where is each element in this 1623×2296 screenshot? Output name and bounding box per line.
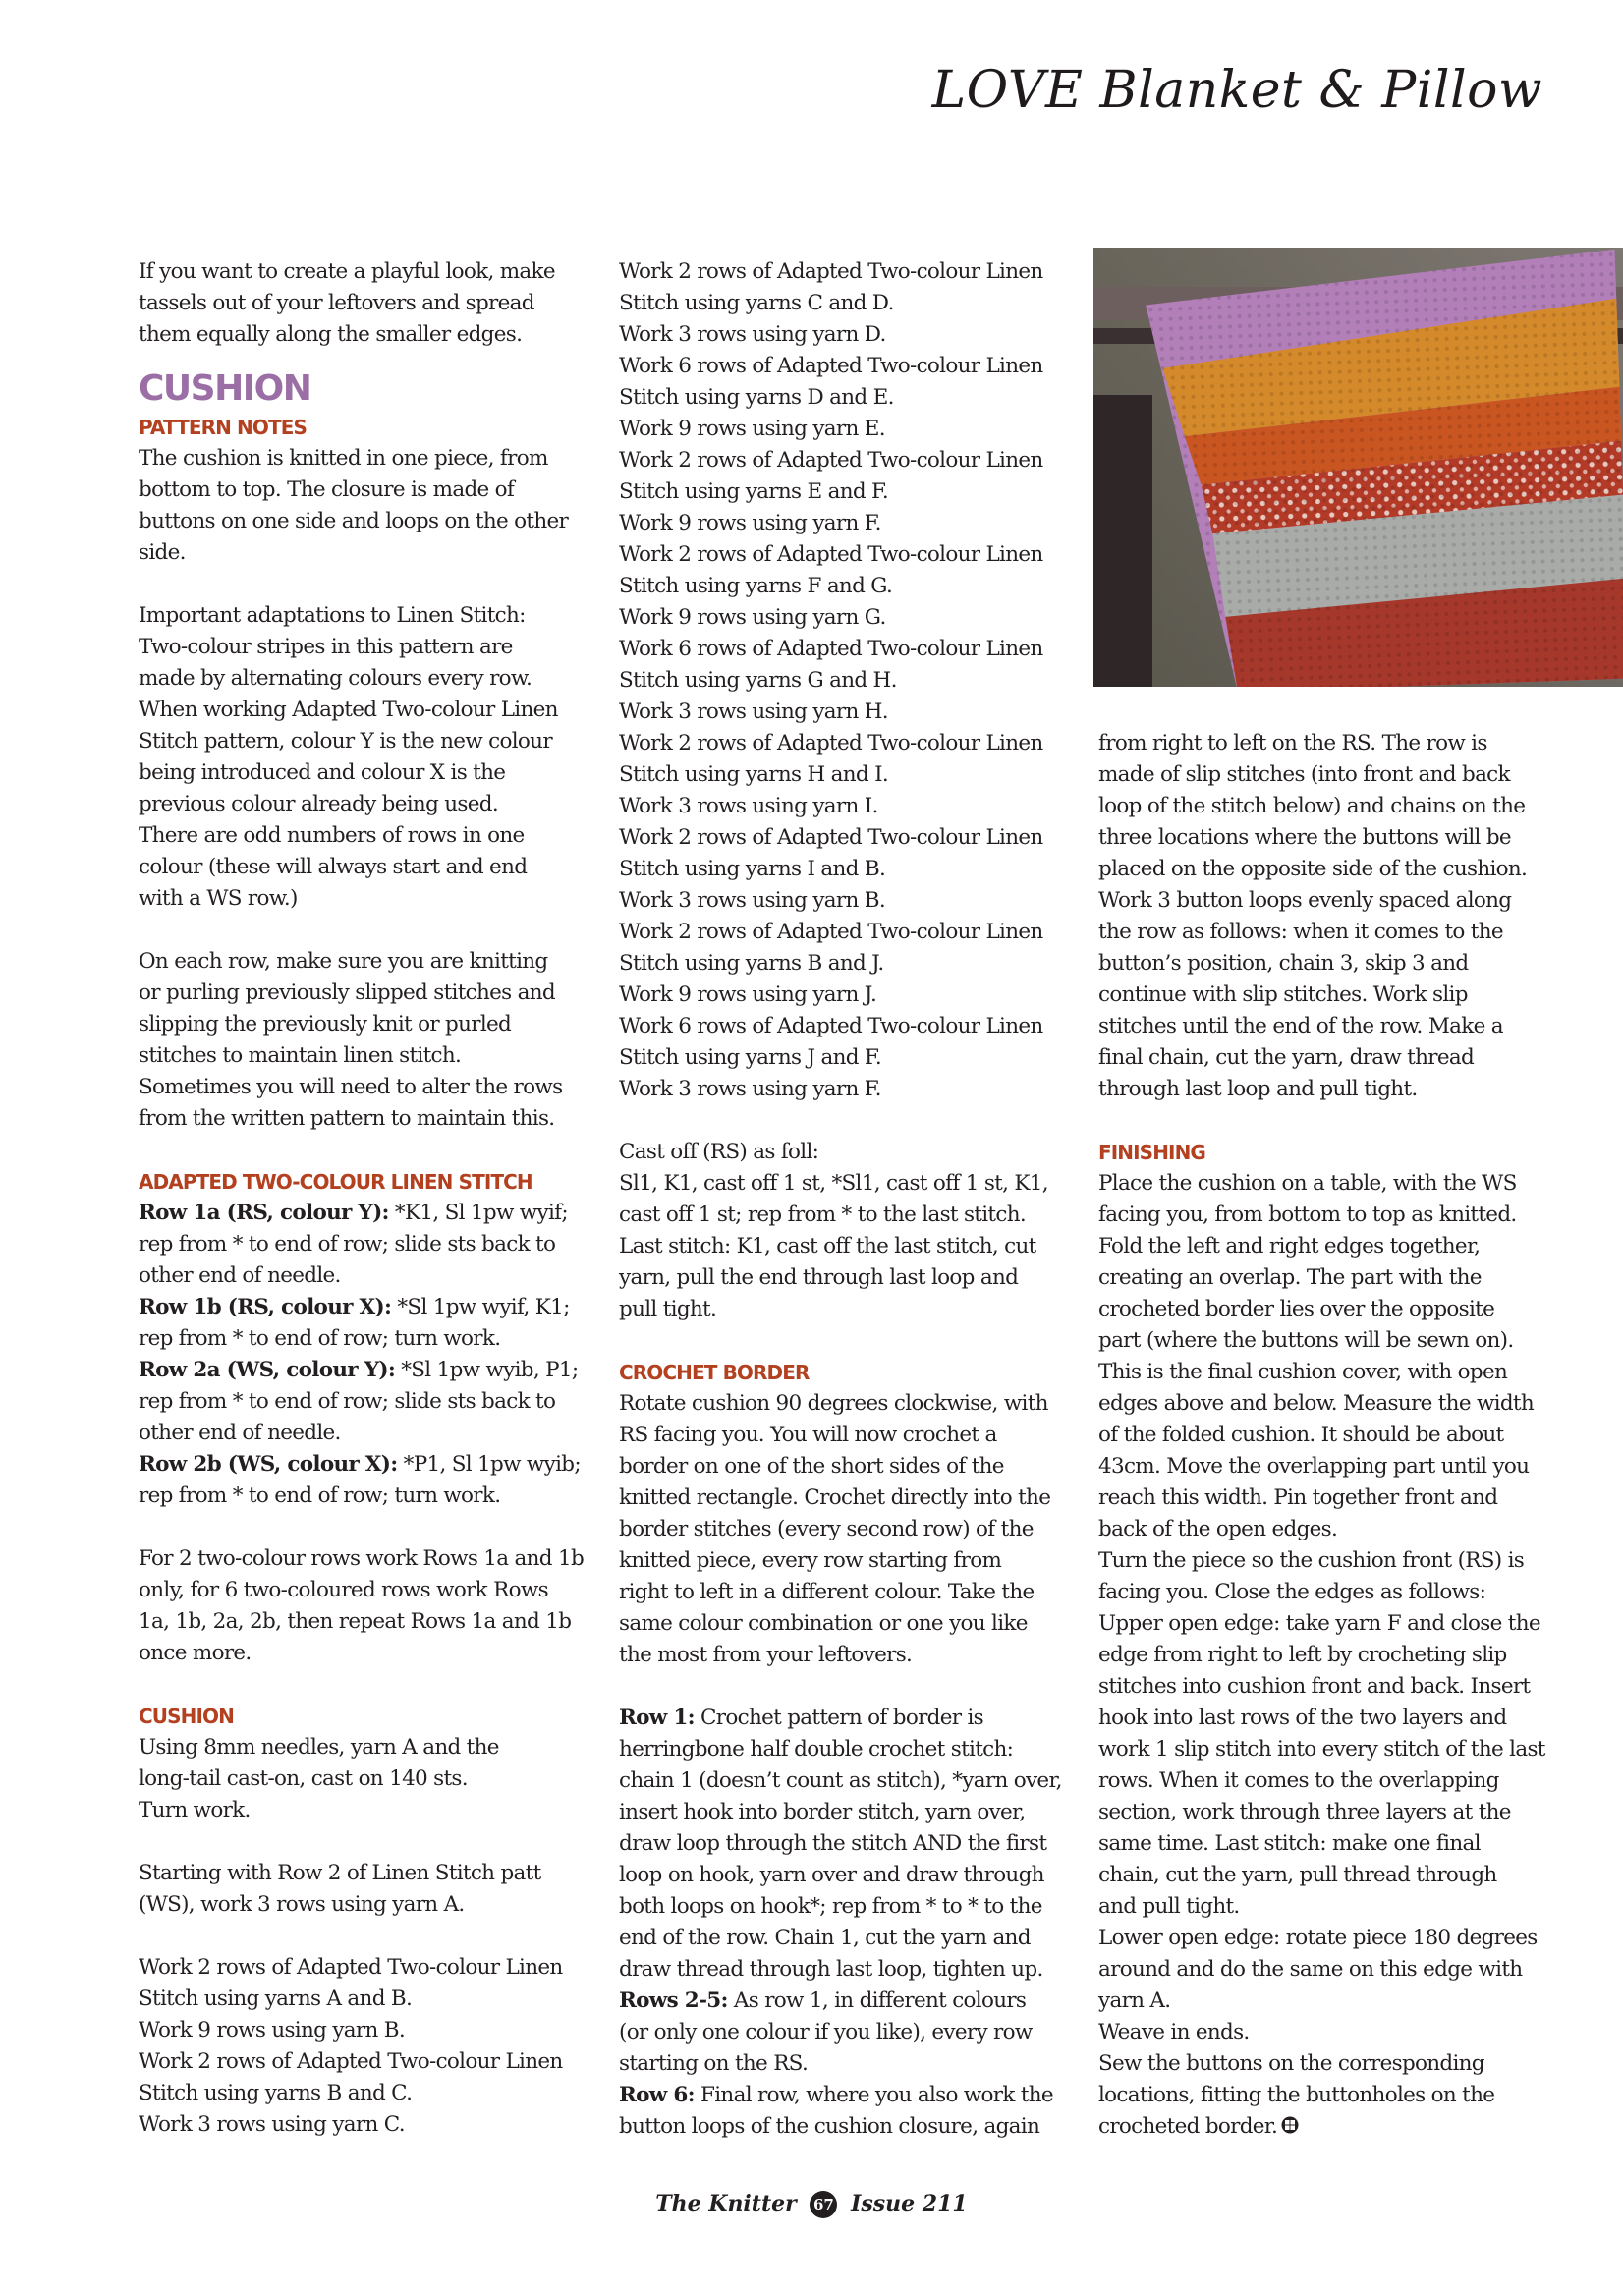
text-line — [619, 1828, 1081, 1860]
text-line: three locations where the buttons will be — [1098, 825, 1511, 850]
text-line: Stitch using yarns D and E. — [619, 385, 894, 410]
column-3 — [1098, 728, 1560, 2143]
text-line: Last stitch: K1, cast off the last stitch, cut — [619, 1234, 1036, 1259]
text-line: Work 3 button loops evenly spaced along — [1098, 888, 1512, 913]
text-line: made of slip stitches (into front and back — [1098, 762, 1510, 787]
page-header-title: LOVE Blanket & Pillow — [931, 61, 1542, 120]
text-line: side. — [139, 540, 186, 565]
finishing-text — [1098, 1168, 1560, 2111]
text-line: Work 3 rows using yarn D. — [619, 322, 886, 347]
row-6-continued-text — [1098, 728, 1560, 1105]
text-line: the row as follows: when it comes to the — [1098, 920, 1503, 944]
row-text: end of the row. Chain 1, cut the yarn and — [619, 1926, 1031, 1950]
text-line: Work 2 rows of Adapted Two-colour Linen — [619, 448, 1043, 473]
text-line: Work 2 rows of Adapted Two-colour Linen — [139, 1955, 563, 1980]
text-line: Lower open edge: rotate piece 180 degrees — [1098, 1926, 1538, 1950]
text-line: Work 3 rows using yarn C. — [139, 2112, 405, 2137]
row-text: draw loop through the stitch AND the first — [619, 1831, 1047, 1856]
text-line: section, work through three layers at the — [1098, 1800, 1511, 1824]
text-line: with a WS row.) — [139, 886, 298, 911]
work-lines-2 — [619, 256, 1081, 1105]
finishing-last-line: crocheted border. — [1098, 2111, 1560, 2143]
row-label: Row 1a (RS, colour Y): — [139, 1201, 389, 1225]
text-line: right to left in a different colour. Take the — [619, 1580, 1035, 1604]
row-text: herringbone half double crochet stitch: — [619, 1737, 1014, 1762]
text-line: When working Adapted Two-colour Linen — [139, 698, 558, 722]
row-text: Final row, where you also work the — [694, 2083, 1053, 2107]
text-line: Work 3 rows using yarn H. — [619, 700, 888, 724]
text-line — [139, 1323, 600, 1355]
text-line: border on one of the short sides of the — [619, 1454, 1004, 1479]
text-line — [619, 1923, 1081, 1954]
row-1b — [139, 1292, 600, 1355]
pattern-notes-heading: PATTERN NOTES — [139, 416, 308, 439]
text-line — [619, 1891, 1081, 1923]
text-line: Stitch using yarns I and B. — [619, 857, 886, 881]
text-line: Work 9 rows using yarn G. — [619, 605, 886, 630]
row-text: *Sl 1pw wyib, P1; — [395, 1358, 579, 1382]
row-text: button loops of the cushion closure, again — [619, 2114, 1040, 2139]
text-line: (WS), work 3 rows using yarn A. — [139, 1892, 465, 1917]
crochet-border-text — [619, 1388, 1081, 1671]
text-line: back of the open edges. — [1098, 1517, 1338, 1541]
text-line: Work 9 rows using yarn E. — [619, 417, 885, 441]
row-text: starting on the RS. — [619, 2051, 809, 2076]
text-line: RS facing you. You will now crochet a — [619, 1423, 997, 1447]
text-line — [619, 2080, 1081, 2111]
text-line: Work 3 rows using yarn I. — [619, 794, 878, 818]
text-line: yarn, pull the end through last loop and — [619, 1265, 1019, 1290]
text-line: yarn A. — [1098, 1988, 1171, 2013]
row-text: insert hook into border stitch, yarn over, — [619, 1800, 1026, 1824]
text-line: Stitch using yarns G and H. — [619, 668, 897, 693]
cushion-photo-image — [1093, 248, 1623, 687]
text-line: pull tight. — [619, 1297, 717, 1321]
text-line: Work 6 rows of Adapted Two-colour Linen — [619, 354, 1043, 378]
text-line: Stitch using yarns J and F. — [619, 1045, 881, 1070]
text-line: Work 2 rows of Adapted Two-colour Linen — [619, 259, 1043, 284]
text-line: For 2 two-colour rows work Rows 1a and 1b — [139, 1546, 585, 1571]
cast-off-text — [619, 1137, 1081, 1325]
text-line: Upper open edge: take yarn F and close the — [1098, 1611, 1540, 1636]
two-colour-rows-text — [139, 1543, 600, 1669]
text-line: buttons on one side and loops on the other — [139, 509, 569, 533]
text-line: Work 9 rows using yarn B. — [139, 2018, 405, 2043]
text-line — [139, 1481, 600, 1512]
text-line: Stitch using yarns H and I. — [619, 762, 889, 787]
text-line: Work 3 rows using yarn B. — [619, 888, 885, 913]
text-line — [139, 1260, 600, 1292]
crochet-row-1 — [619, 1703, 1081, 1986]
text-line — [619, 1860, 1081, 1891]
text-line: reach this width. Pin together front and — [1098, 1485, 1498, 1510]
cushion-photo — [1093, 248, 1623, 687]
text-line: hook into last rows of the two layers and — [1098, 1706, 1507, 1730]
text-line — [139, 1198, 600, 1229]
text-line: around and do the same on this edge with — [1098, 1957, 1523, 1982]
text-line: work 1 slip stitch into every stitch of the last — [1098, 1737, 1545, 1762]
text-line: Two-colour stripes in this pattern are — [139, 635, 513, 659]
text-line: There are odd numbers of rows in one — [139, 823, 525, 848]
text-line — [619, 1797, 1081, 1828]
text-line: loop of the stitch below) and chains on the — [1098, 794, 1526, 818]
text-line — [619, 1703, 1081, 1734]
text-line: part (where the buttons will be sewn on). — [1098, 1328, 1514, 1353]
text-line: Stitch using yarns B and C. — [139, 2081, 413, 2105]
text-line: the most from your leftovers. — [619, 1643, 913, 1667]
text-line: Work 2 rows of Adapted Two-colour Linen — [139, 2049, 563, 2074]
pattern-notes-text — [139, 443, 600, 569]
text-line: facing you. Close the edges as follows: — [1098, 1580, 1486, 1604]
finishing-heading: FINISHING — [1098, 1141, 1205, 1164]
crochet-rows-2-5 — [619, 1986, 1081, 2080]
row-1a — [139, 1198, 600, 1292]
row-2b — [139, 1449, 600, 1512]
text-line: Stitch using yarns E and F. — [619, 479, 889, 504]
row-label: Rows 2-5: — [619, 1988, 728, 2013]
text-line: 43cm. Move the overlapping part until you — [1098, 1454, 1530, 1479]
text-line: Stitch using yarns F and G. — [619, 574, 893, 598]
text-line: being introduced and colour X is the — [139, 760, 506, 785]
intro-text — [139, 256, 600, 351]
text-line: Rotate cushion 90 degrees clockwise, with — [619, 1391, 1048, 1416]
magazine-name: The Knitter — [655, 2191, 797, 2216]
text-line: knitted piece, every row starting from — [619, 1548, 1002, 1573]
cushion-heading: CUSHION — [139, 368, 311, 409]
row-text: other end of needle. — [139, 1421, 341, 1445]
text-line: button’s position, chain 3, skip 3 and — [1098, 951, 1469, 976]
row-text: loop on hook, yarn over and draw through — [619, 1863, 1044, 1887]
text-line: Work 3 rows using yarn F. — [619, 1077, 881, 1101]
text-line: Work 2 rows of Adapted Two-colour Linen — [619, 542, 1043, 567]
text-line: locations, fitting the buttonholes on the — [1098, 2083, 1495, 2107]
text-line: On each row, make sure you are knitting — [139, 949, 548, 974]
text-line: from right to left on the RS. The row is — [1098, 731, 1487, 756]
text-line: creating an overlap. The part with the — [1098, 1265, 1482, 1290]
adaptations-text — [139, 600, 600, 915]
cast-on-text — [139, 1732, 600, 1826]
text-line: The cushion is knitted in one piece, from — [139, 446, 548, 471]
text-line: through last loop and pull tight. — [1098, 1077, 1418, 1101]
text-line — [139, 1418, 600, 1449]
text-line: stitches to maintain linen stitch. — [139, 1043, 462, 1068]
row-text: Crochet pattern of border is — [694, 1706, 983, 1730]
text-line: Work 6 rows of Adapted Two-colour Linen — [619, 637, 1043, 661]
text-line: tassels out of your leftovers and spread — [139, 291, 534, 315]
text-line: Work 2 rows of Adapted Two-colour Linen — [619, 920, 1043, 944]
text-line: of the folded cushion. It should be about — [1098, 1423, 1504, 1447]
text-line: Using 8mm needles, yarn A and the — [139, 1735, 499, 1760]
text-line: border stitches (every second row) of the — [619, 1517, 1034, 1541]
linen-stitch-heading: ADAPTED TWO-COLOUR LINEN STITCH — [139, 1170, 532, 1194]
row-text: rep from * to end of row; slide sts back to — [139, 1389, 556, 1414]
text-line: 1a, 1b, 2a, 2b, then repeat Rows 1a and 1b — [139, 1609, 572, 1634]
text-line: Work 9 rows using yarn F. — [619, 511, 881, 535]
text-line: them equally along the smaller edges. — [139, 322, 523, 347]
end-mark-icon — [1281, 2116, 1299, 2134]
text-line — [619, 1954, 1081, 1986]
text-line: Starting with Row 2 of Linen Stitch patt — [139, 1861, 541, 1885]
text-line: If you want to create a playful look, make — [139, 259, 555, 284]
row-text: *P1, Sl 1pw wyib; — [397, 1452, 581, 1477]
text-line: Cast off (RS) as foll: — [619, 1140, 819, 1164]
text-line: or purling previously slipped stitches and — [139, 980, 555, 1005]
text-line: This is the final cushion cover, with open — [1098, 1360, 1508, 1384]
text-line: slipping the previously knit or purled — [139, 1012, 512, 1036]
text-line: Sometimes you will need to alter the rows — [139, 1075, 563, 1099]
text-line: chain, cut the yarn, pull thread through — [1098, 1863, 1497, 1887]
text-line — [619, 1765, 1081, 1797]
work-lines-1 — [139, 1952, 600, 2141]
row-text: *Sl 1pw wyif, K1; — [391, 1295, 570, 1319]
text-line: cast off 1 st; rep from * to the last stitch. — [619, 1203, 1026, 1227]
text-line: stitches until the end of the row. Make a — [1098, 1014, 1503, 1038]
crochet-border-heading: CROCHET BORDER — [619, 1361, 810, 1384]
row-text: other end of needle. — [139, 1263, 341, 1288]
row-label: Row 2a (WS, colour Y): — [139, 1358, 396, 1382]
text-line: rows. When it comes to the overlapping — [1098, 1768, 1499, 1793]
text-line: Work 2 rows of Adapted Two-colour Linen — [619, 825, 1043, 850]
text-line: bottom to top. The closure is made of — [139, 477, 515, 502]
crochet-row-6 — [619, 2080, 1081, 2143]
text-line: Stitch using yarns B and J. — [619, 951, 884, 976]
row-label: Row 6: — [619, 2083, 695, 2107]
text-line: Fold the left and right edges together, — [1098, 1234, 1481, 1259]
text-line: previous colour already being used. — [139, 792, 498, 816]
text-line — [139, 1292, 600, 1323]
text-line: Stitch pattern, colour Y is the new colour — [139, 729, 552, 754]
text-line: and pull tight. — [1098, 1894, 1240, 1919]
text-line: knitted rectangle. Crochet directly into the — [619, 1485, 1051, 1510]
text-line — [139, 1229, 600, 1260]
each-row-text — [139, 946, 600, 1135]
text-line: Work 6 rows of Adapted Two-colour Linen — [619, 1014, 1043, 1038]
text-line: Sew the buttons on the corresponding — [1098, 2051, 1484, 2076]
text-line: Important adaptations to Linen Stitch: — [139, 603, 526, 628]
text-line — [619, 2017, 1081, 2048]
text-line: long-tail cast-on, cast on 140 sts. — [139, 1766, 468, 1791]
row-text: chain 1 (doesn’t count as stitch), *yarn over, — [619, 1768, 1062, 1793]
text-line: placed on the opposite side of the cushion. — [1098, 857, 1528, 881]
text-line — [619, 2048, 1081, 2080]
text-line: facing you, from bottom to top as knitted. — [1098, 1203, 1517, 1227]
text-line — [619, 1734, 1081, 1765]
page-footer — [0, 2191, 1623, 2218]
start-row-text — [139, 1858, 600, 1921]
text-line: once more. — [139, 1641, 252, 1665]
column-2 — [619, 256, 1081, 2143]
row-text: *K1, Sl 1pw wyif; — [388, 1201, 568, 1225]
text-line: edge from right to left by crocheting slip — [1098, 1643, 1507, 1667]
row-label: Row 1b (RS, colour X): — [139, 1295, 392, 1319]
row-text: rep from * to end of row; turn work. — [139, 1484, 501, 1508]
row-text: both loops on hook*; rep from * to * to the — [619, 1894, 1042, 1919]
text-line: Work 2 rows of Adapted Two-colour Linen — [619, 731, 1043, 756]
page-number: 67 — [810, 2191, 837, 2218]
text-line: Place the cushion on a table, with the WS — [1098, 1171, 1517, 1196]
row-text: (or only one colour if you like), every row — [619, 2020, 1033, 2044]
row-text: draw thread through last loop, tighten up. — [619, 1957, 1043, 1982]
text-line — [139, 1355, 600, 1386]
text-line: Turn the piece so the cushion front (RS) is — [1098, 1548, 1525, 1573]
text-line: same time. Last stitch: make one final — [1098, 1831, 1481, 1856]
text-line — [619, 1986, 1081, 2017]
text-line: Weave in ends. — [1098, 2020, 1250, 2044]
text-line: final chain, cut the yarn, draw thread — [1098, 1045, 1475, 1070]
text-line — [139, 1449, 600, 1481]
text-line: Turn work. — [139, 1798, 251, 1822]
text-line: same colour combination or one you like — [619, 1611, 1028, 1636]
text-line: Stitch using yarns C and D. — [619, 291, 894, 315]
row-label: Row 2b (WS, colour X): — [139, 1452, 398, 1477]
row-2a — [139, 1355, 600, 1449]
text-line: Stitch using yarns A and B. — [139, 1987, 413, 2011]
text-line: continue with slip stitches. Work slip — [1098, 982, 1468, 1007]
column-1 — [139, 256, 600, 2141]
text-line: Sl1, K1, cast off 1 st, *Sl1, cast off 1 st, K1, — [619, 1171, 1048, 1196]
text-line: made by alternating colours every row. — [139, 666, 532, 691]
text-line — [139, 1386, 600, 1418]
text-line: crocheted border lies over the opposite — [1098, 1297, 1495, 1321]
text-line: stitches into cushion front and back. Insert — [1098, 1674, 1531, 1699]
row-label: Row 1: — [619, 1706, 695, 1730]
row-text: rep from * to end of row; slide sts back to — [139, 1232, 556, 1257]
text-line: edges above and below. Measure the width — [1098, 1391, 1535, 1416]
text-line: from the written pattern to maintain this. — [139, 1106, 555, 1131]
text-line: Work 9 rows using yarn J. — [619, 982, 877, 1007]
text-line — [619, 2111, 1081, 2143]
issue-number: Issue 211 — [851, 2191, 968, 2216]
text-line: only, for 6 two-coloured rows work Rows — [139, 1578, 548, 1602]
row-text: rep from * to end of row; turn work. — [139, 1326, 501, 1351]
row-text: As row 1, in different colours — [727, 1988, 1027, 2013]
text-line: colour (these will always start and end — [139, 855, 528, 879]
cushion-subheading: CUSHION — [139, 1705, 234, 1728]
